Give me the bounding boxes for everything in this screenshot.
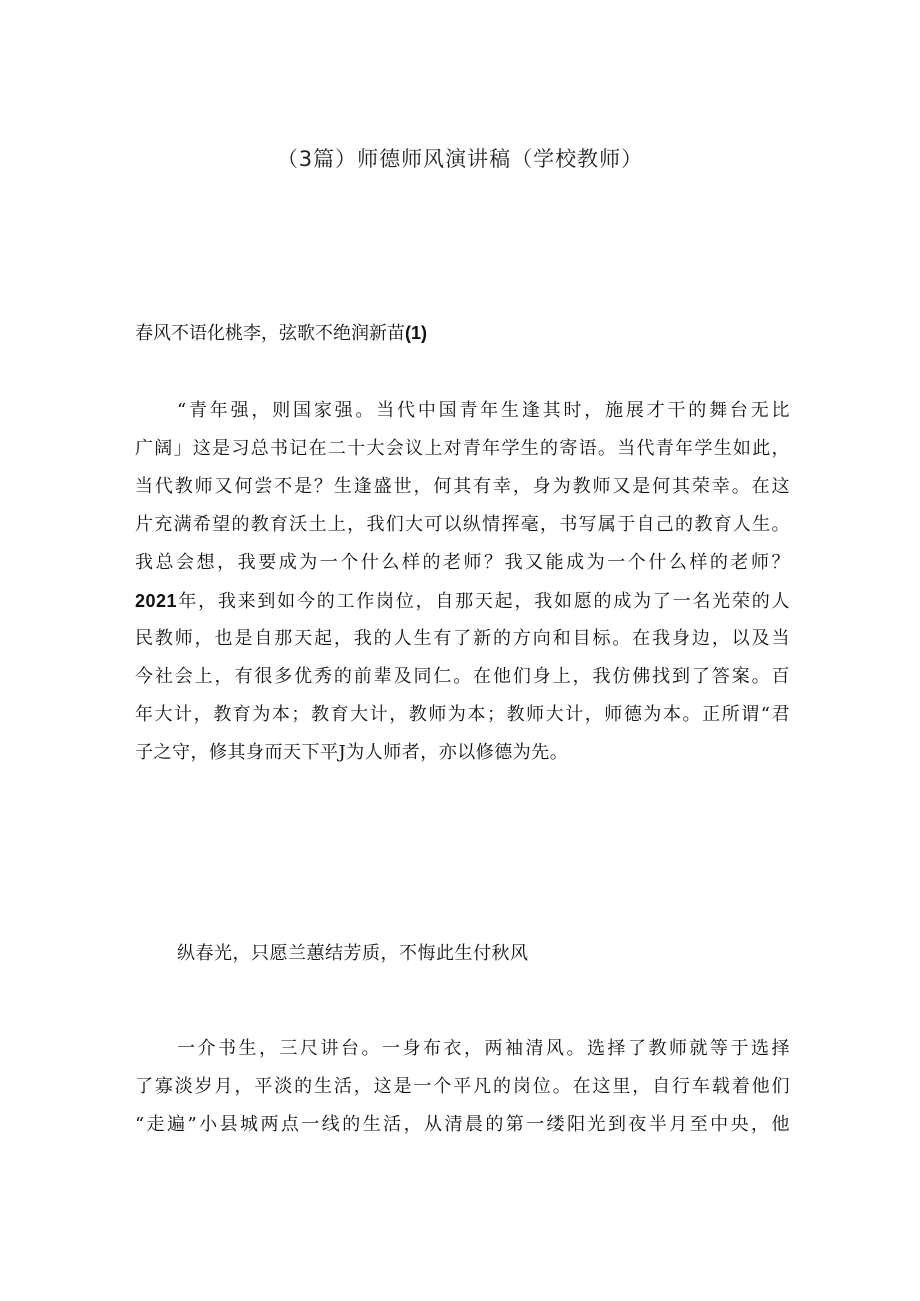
section1-heading-text: 春风不语化桃李，弦歌不绝润新苗 [135,323,405,344]
year-text: 2021 [135,591,178,611]
paragraph-line: 年大计，教育为本；教育大计，教师为本；教师大计，师德为本。正所谓“君 [135,704,790,725]
paragraph-line: 子之守，修其身而天下平J为人师者，亦以修德为先。 [135,742,569,763]
paragraph-line: 一介书生，三尺讲台。一身布衣，两袖清风。选择了教师就等于选择 [177,1038,790,1059]
paragraph-line: 我总会想，我要成为一个什么样的老师？我又能成为一个什么样的老师？ [135,552,790,573]
section2-heading: 纵春光，只愿兰蕙结芳质，不悔此生付秋风 [177,943,529,964]
section1-paragraph [135,392,790,772]
paragraph-line: 了寡淡岁月，平淡的生活，这是一个平凡的岗位。在这里，自行车载着他们 [135,1076,790,1097]
section1-heading-number: (1) [405,323,427,343]
paragraph-line-with-year [135,582,790,620]
paragraph-line: 民教师，也是自那天起，我的人生有了新的方向和目标。在我身边，以及当 [135,628,790,649]
paragraph-line: “青年强，则国家强。当代中国青年生逢其时，施展才干的舞台无比 [177,400,790,421]
paragraph-line: 广阔」这是习总书记在二十大会议上对青年学生的寄语。当代青年学生如此， [135,438,790,459]
paragraph-line: “走遍”小县城两点一线的生活，从清晨的第一缕阳光到夜半月至中央，他 [135,1114,790,1135]
paragraph-line-rest: 年，我来到如今的工作岗位，自那天起，我如愿的成为了一名光荣的人 [177,591,790,612]
paragraph-line: 当代教师又何尝不是？生逢盛世，何其有幸，身为教师又是何其荣幸。在这 [135,476,790,497]
paragraph-line: 今社会上，有很多优秀的前辈及同仁。在他们身上，我仿佛找到了答案。百 [135,666,790,687]
section2-paragraph [135,1030,790,1144]
section1-heading [135,319,427,345]
document-title: （3篇）师德师风演讲稿（学校教师） [276,147,644,171]
paragraph-line: 片充满希望的教育沃土上，我们大可以纵情挥毫，书写属于自己的教育人生。 [135,514,790,535]
